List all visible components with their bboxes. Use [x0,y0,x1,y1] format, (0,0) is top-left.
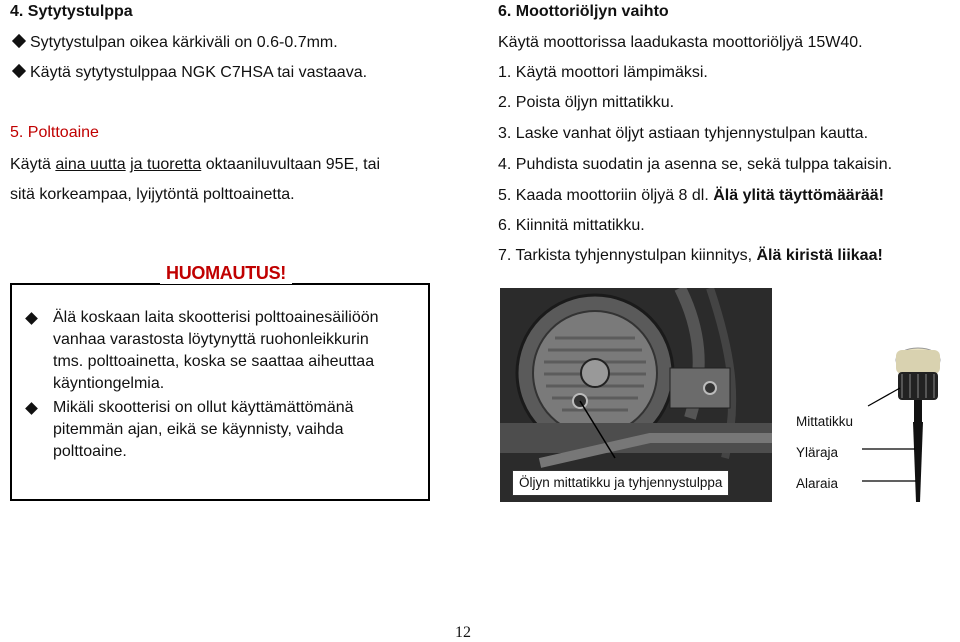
section-4-bullet-1: Sytytystulpan oikea kärkiväli on 0.6-0.7mm. [10,33,338,53]
section-6-step: 2. Poista öljyn mittatikku. [498,94,675,111]
engine-photo [500,288,772,502]
warning-item-1-line: Älä koskaan laita skootterisi polttoainesäiliöön [53,309,379,326]
upper-limit-label: Yläraja [796,445,839,460]
diamond-bullet-icon [12,64,26,78]
page-number: 12 [455,624,471,641]
warning-item-1-line: vanhaa varastosta löytynyttä ruohonleikkurin [53,331,369,348]
warning-item-1-line: käyntiongelmia. [53,375,165,392]
section-4-bullet-2: Käytä sytytystulppaa NGK C7HSA tai vastaava. [10,63,367,83]
section-6-step: 4. Puhdista suodatin ja asenna se, sekä tulppa takaisin. [498,156,893,173]
dipstick-label: Mittatikku [796,414,854,429]
warning-item-2-line: polttoaine. [53,443,127,460]
section-6-step: 3. Laske vanhat öljyt astiaan tyhjennystulpan kautta. [498,125,869,142]
section-6-step: 6. Kiinnitä mittatikku. [498,217,645,234]
section-5-heading: 5. Polttoaine [10,124,99,141]
section-6-step-5: 5. Kaada moottoriin öljyä 8 dl. Älä ylitä täyttömäärää! [498,187,884,204]
section-5-line-1: Käytä aina uutta ja tuoretta oktaaniluvultaan 95E, tai [10,156,381,173]
warning-item-1-line: tms. polttoainetta, koska se saattaa aiheuttaa [53,353,375,370]
diamond-bullet-icon [12,34,26,48]
section-6-step: 1. Käytä moottori lämpimäksi. [498,64,708,81]
warning-item-2-line: pitemmän ajan, eikä se käynnisty, vaihda [53,421,344,438]
section-5-line-2: sitä korkeampaa, lyijytöntä polttoainetta. [10,186,295,203]
section-6-heading: 6. Moottoriöljyn vaihto [498,3,669,20]
warning-item-2-line: Mikäli skootterisi on ollut käyttämättömänä [53,399,354,416]
dipstick-photo [782,288,960,502]
section-6-step-7: 7. Tarkista tyhjennystulpan kiinnitys, Älä kiristä liikaa! [498,247,883,264]
engine-photo-caption: Öljyn mittatikku ja tyhjennystulppa [512,470,729,496]
section-6-intro: Käytä moottorissa laadukasta moottoriöljyä 15W40. [498,34,863,51]
dipstick-illustration [782,288,960,502]
warning-title: HUOMAUTUS! [160,263,292,284]
lower-limit-label: Alaraia [796,476,839,491]
section-4-heading: 4. Sytytystulppa [10,3,133,20]
